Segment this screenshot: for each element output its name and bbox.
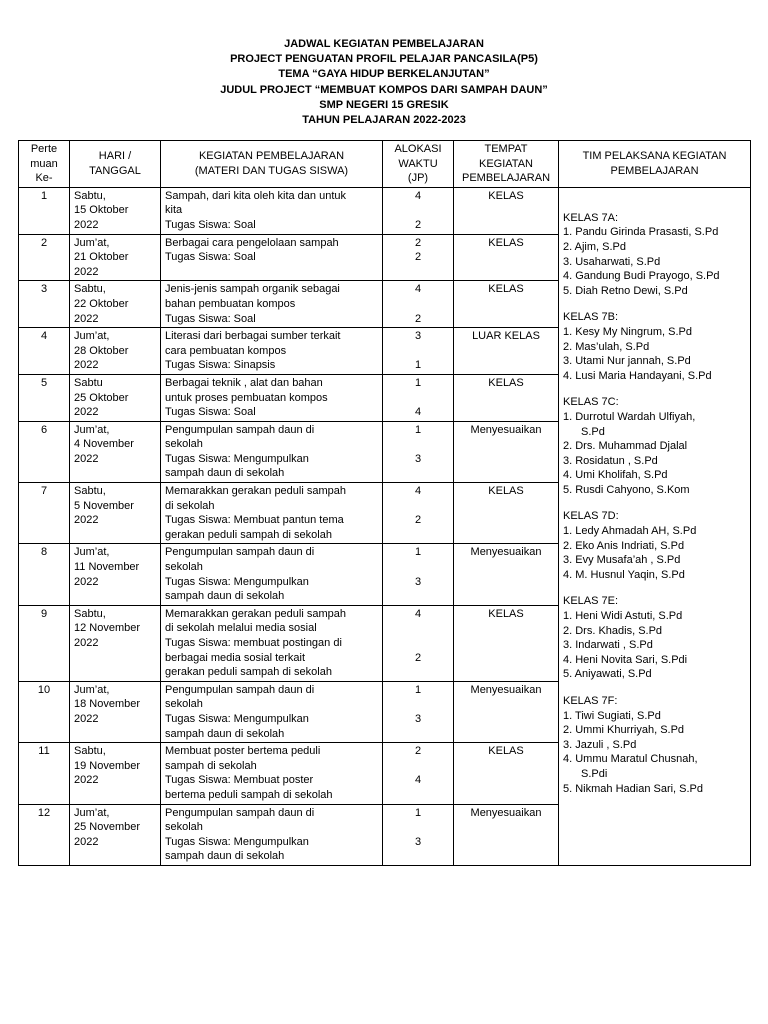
team-member-name: 1. Ledy Ahmadah AH, S.Pd [563, 525, 697, 538]
team-member [563, 269, 746, 284]
jp-line [387, 697, 449, 712]
team-member-name: 1. Durrotul Wardah Ulfiyah, [563, 410, 696, 423]
date-line: Sabtu, [74, 607, 106, 620]
place-cell: LUAR KELAS [454, 328, 559, 375]
team-member-name: 2. Ajim, S.Pd [563, 240, 626, 253]
date-line: 2022 [74, 452, 99, 465]
col-header-tanggal [70, 141, 161, 188]
date-line: 2022 [74, 514, 99, 527]
team-member-name: 3. Usaharwati, S.Pd [563, 255, 661, 268]
activity-line: kita [165, 204, 183, 217]
activity-line: bertema peduli sampah di sekolah [165, 788, 333, 801]
activity-cell [161, 421, 383, 482]
activity-cell [161, 804, 383, 865]
activity-line: Membuat poster bertema peduli [165, 745, 321, 758]
team-member-name: 4. Ummu Maratul Chusnah, [563, 753, 698, 766]
date-line: Sabtu, [74, 283, 106, 296]
date-line: Sabtu, [74, 485, 106, 498]
jp-line: 2 [414, 251, 422, 264]
jp-line: 3 [414, 452, 422, 465]
jp-line [387, 499, 449, 514]
team-member-name: 3. Evy Musafa’ah , S.Pd [563, 554, 681, 567]
jp-line [387, 849, 449, 864]
date-line: Sabtu, [74, 189, 106, 202]
col-header-line: PEMBELAJARAN [610, 164, 699, 177]
meeting-number: 7 [19, 483, 70, 544]
jp-line [387, 636, 449, 651]
team-member [563, 284, 746, 299]
place-cell: Menyesuaikan [454, 681, 559, 742]
col-header-line: muan [30, 157, 58, 170]
col-header-line: KEGIATAN [479, 157, 533, 170]
place-cell: KELAS [454, 743, 559, 804]
meeting-number: 4 [19, 328, 70, 375]
team-member [563, 240, 746, 255]
meeting-number: 3 [19, 281, 70, 328]
jp-line [387, 621, 449, 636]
jp-allocation-cell [383, 681, 454, 742]
date-line: 21 Oktober [74, 251, 129, 264]
jp-line: 4 [414, 774, 422, 787]
team-member [563, 483, 746, 498]
activity-line: Tugas Siswa: Mengumpulkan [165, 452, 309, 465]
jp-line: 2 [414, 651, 422, 664]
jp-line [387, 759, 449, 774]
activity-line: Tugas Siswa: Mengumpulkan [165, 835, 309, 848]
jp-line: 1 [414, 683, 422, 696]
date-line: 12 November [74, 622, 141, 635]
team-group [563, 395, 746, 497]
activity-line: sekolah [165, 561, 203, 574]
team-member-name: 3. Jazuli , S.Pd [563, 738, 637, 751]
jp-line [387, 727, 449, 742]
jp-line: 1 [414, 359, 422, 372]
activity-line: Pengumpulan sampah daun di [165, 806, 315, 819]
team-group [563, 310, 746, 383]
jp-line: 1 [414, 546, 422, 559]
team-member [563, 539, 746, 554]
team-class-title: KELAS 7B: [563, 311, 619, 324]
jp-line: 2 [414, 745, 422, 758]
place-cell: Menyesuaikan [454, 804, 559, 865]
team-member-name: 2. Drs. Muhammad Djalal [563, 440, 688, 453]
title-line: JADWAL KEGIATAN PEMBELAJARAN [284, 38, 484, 50]
activity-line: Tugas Siswa: Soal [165, 218, 256, 231]
date-line: Jum’at, [74, 806, 110, 819]
activity-line: bahan pembuatan kompos [165, 297, 296, 310]
date-line: Jum’at, [74, 330, 110, 343]
team-member [563, 340, 746, 355]
team-member-name: 4. Heni Novita Sari, S.Pdi [563, 653, 688, 666]
day-date-cell [70, 681, 161, 742]
table-row [19, 187, 751, 234]
col-header-line: Ke- [35, 172, 53, 185]
date-line: Jum’at, [74, 236, 110, 249]
team-member [563, 454, 746, 469]
team-member [563, 524, 746, 539]
jp-line: 1 [414, 376, 422, 389]
meeting-number: 9 [19, 605, 70, 681]
day-date-cell [70, 374, 161, 421]
schedule-table [18, 140, 751, 866]
jp-line: 4 [414, 406, 422, 419]
team-group [563, 594, 746, 682]
col-header-line: ALOKASI [394, 143, 442, 155]
jp-allocation-cell [383, 804, 454, 865]
jp-allocation-cell [383, 421, 454, 482]
team-class-title: KELAS 7D: [563, 510, 619, 523]
activity-line: Berbagai teknik , alat dan bahan [165, 376, 323, 389]
meeting-number: 12 [19, 804, 70, 865]
activity-line: Tugas Siswa: Sinapsis [165, 359, 276, 372]
activity-line: sampah daun di sekolah [165, 850, 285, 863]
team-member-name: 5. Aniyawati, S.Pd [563, 668, 652, 681]
activity-line: Memarakkan gerakan peduli sampah [165, 607, 346, 620]
team-member-name: 4. Gandung Budi Prayogo, S.Pd [563, 270, 720, 283]
jp-line [387, 788, 449, 803]
team-class-title: KELAS 7A: [563, 211, 619, 224]
team-member-name: 4. Lusi Maria Handayani, S.Pd [563, 369, 712, 382]
team-member [563, 723, 746, 738]
activity-cell [161, 281, 383, 328]
team-group [563, 509, 746, 582]
col-header-line: (MATERI DAN TUGAS SISWA) [194, 164, 349, 177]
title-line: SMP NEGERI 15 GRESIK [319, 98, 449, 111]
team-group [563, 694, 746, 796]
day-date-cell [70, 743, 161, 804]
team-member-name: 2. Mas’ulah, S.Pd [563, 340, 650, 353]
date-line: Jum’at, [74, 546, 110, 559]
team-member-name: 5. Nikmah Hadian Sari, S.Pd [563, 782, 704, 795]
activity-line: sampah daun di sekolah [165, 467, 285, 480]
team-member [563, 369, 746, 384]
jp-allocation-cell [383, 605, 454, 681]
jp-allocation-cell [383, 483, 454, 544]
place-cell: KELAS [454, 483, 559, 544]
team-class-title: KELAS 7F: [563, 695, 618, 707]
jp-allocation-cell [383, 328, 454, 375]
team-member [563, 738, 746, 753]
activity-cell [161, 605, 383, 681]
team-member-name: 2. Ummi Khurriyah, S.Pd [563, 724, 685, 737]
team-member-name: 2. Eko Anis Indriati, S.Pd [563, 539, 685, 552]
title-line: JUDUL PROJECT “MEMBUAT KOMPOS DARI SAMPAH DAUN” [220, 83, 548, 96]
date-line: 25 Oktober [74, 391, 129, 404]
team-member-name: 5. Diah Retno Dewi, S.Pd [563, 284, 688, 297]
jp-allocation-cell [383, 743, 454, 804]
team-class-title: KELAS 7E: [563, 595, 619, 608]
team-member [563, 553, 746, 568]
col-header-line: KEGIATAN PEMBELAJARAN [198, 150, 345, 163]
activity-line: Tugas Siswa: Membuat pantun tema [165, 514, 344, 527]
team-member-name: 4. Umi Kholifah, S.Pd [563, 469, 668, 482]
jp-line: 2 [414, 218, 422, 231]
date-line: 4 November [74, 438, 134, 451]
team-member [563, 225, 746, 240]
jp-line [387, 391, 449, 406]
meeting-number: 11 [19, 743, 70, 804]
day-date-cell [70, 605, 161, 681]
date-line: 19 November [74, 759, 141, 772]
date-line: 25 November [74, 821, 141, 834]
jp-allocation-cell [383, 234, 454, 281]
day-date-cell [70, 187, 161, 234]
activity-line: Sampah, dari kita oleh kita dan untuk [165, 189, 347, 202]
meeting-number: 2 [19, 234, 70, 281]
jp-line [387, 665, 449, 680]
activity-line: untuk proses pembuatan kompos [165, 391, 328, 404]
team-member [563, 439, 746, 454]
team-member-name: 3. Indarwati , S.Pd [563, 639, 653, 652]
col-header-kegiatan [161, 141, 383, 188]
jp-line: 1 [414, 423, 422, 436]
team-member [563, 609, 746, 624]
team-member-name: 1. Tiwi Sugiati, S.Pd [563, 709, 661, 722]
date-line: 22 Oktober [74, 297, 129, 310]
table-header-row [19, 141, 751, 188]
activity-line: Jenis-jenis sampah organik sebagai [165, 283, 340, 296]
activity-line: gerakan peduli sampah di sekolah [165, 528, 332, 541]
activity-line: Tugas Siswa: Membuat poster [165, 774, 314, 787]
jp-line: 2 [414, 236, 422, 249]
col-header-line: TANGGAL [89, 164, 141, 177]
date-line: 2022 [74, 406, 99, 419]
jp-allocation-cell [383, 187, 454, 234]
place-cell: Menyesuaikan [454, 544, 559, 605]
activity-cell [161, 234, 383, 281]
team-member [563, 354, 746, 369]
activity-line: Tugas Siswa: Mengumpulkan [165, 712, 309, 725]
team-member-name: 3. Rosidatun , S.Pd [563, 454, 658, 467]
jp-line [387, 560, 449, 575]
meeting-number: 10 [19, 681, 70, 742]
date-line: 2022 [74, 265, 99, 278]
activity-cell [161, 743, 383, 804]
jp-line [387, 466, 449, 481]
date-line: 11 November [74, 561, 140, 574]
table-body [19, 187, 751, 865]
activity-line: cara pembuatan kompos [165, 344, 287, 357]
team-member [563, 782, 746, 797]
document-title-block [0, 37, 768, 128]
meeting-number: 8 [19, 544, 70, 605]
date-line: 2022 [74, 712, 99, 725]
team-member [563, 653, 746, 668]
jp-line: 4 [414, 189, 422, 202]
activity-line: di sekolah melalui media sosial [165, 622, 317, 635]
activity-cell [161, 681, 383, 742]
team-member-name: 1. Kesy My Ningrum, S.Pd [563, 325, 692, 338]
col-header-tim [559, 141, 751, 188]
activity-line: gerakan peduli sampah di sekolah [165, 666, 332, 679]
date-line: 2022 [74, 575, 99, 588]
col-header-line: Perte [30, 143, 58, 155]
day-date-cell [70, 544, 161, 605]
col-header-line: HARI / [98, 150, 132, 163]
team-member [563, 752, 746, 781]
jp-line: 4 [414, 485, 422, 498]
date-line: Jum’at, [74, 683, 110, 696]
jp-line: 3 [414, 835, 422, 848]
date-line: 2022 [74, 218, 99, 231]
date-line: 2022 [74, 774, 99, 787]
day-date-cell [70, 234, 161, 281]
jp-line [387, 589, 449, 604]
date-line: 2022 [74, 637, 99, 649]
title-line: TEMA “GAYA HIDUP BERKELANJUTAN” [278, 68, 490, 81]
day-date-cell [70, 281, 161, 328]
date-line: 2022 [74, 835, 99, 848]
title-line: TAHUN PELAJARAN 2022-2023 [302, 114, 466, 127]
team-member [563, 325, 746, 340]
activity-line: sampah di sekolah [165, 759, 257, 772]
activity-line: Tugas Siswa: Soal [165, 251, 256, 264]
date-line: 28 Oktober [74, 344, 129, 357]
activity-line: Pengumpulan sampah daun di [165, 546, 315, 559]
date-line: 2022 [74, 359, 99, 372]
activity-line: berbagai media sosial terkait [165, 651, 306, 664]
activity-line: Tugas Siswa: Soal [165, 406, 256, 419]
team-member-name: S.Pdi [581, 767, 608, 780]
jp-line: 4 [414, 607, 422, 620]
activity-cell [161, 328, 383, 375]
team-class-title: KELAS 7C: [563, 396, 619, 409]
date-line: 5 November [74, 499, 134, 512]
team-list [563, 189, 746, 796]
day-date-cell [70, 483, 161, 544]
col-header-line: TIM PELAKSANA KEGIATAN [582, 150, 727, 163]
date-line: Jum’at, [74, 423, 110, 436]
jp-line [387, 437, 449, 452]
team-member-name: 1. Heni Widi Astuti, S.Pd [563, 610, 683, 623]
jp-line [387, 528, 449, 543]
jp-line: 3 [414, 575, 422, 588]
jp-line [387, 297, 449, 312]
jp-line: 3 [414, 330, 422, 343]
jp-line [387, 344, 449, 359]
day-date-cell [70, 804, 161, 865]
activity-line: Tugas Siswa: membuat postingan di [165, 637, 342, 649]
activity-line: Pengumpulan sampah daun di [165, 683, 315, 696]
date-line: Sabtu [74, 376, 103, 389]
place-cell: KELAS [454, 605, 559, 681]
jp-line: 4 [414, 283, 422, 296]
team-member-name: 5. Rusdi Cahyono, S.Kom [563, 483, 690, 496]
place-cell: KELAS [454, 281, 559, 328]
col-header-pertemuan [19, 141, 70, 188]
col-header-line: (JP) [407, 172, 429, 185]
activity-cell [161, 187, 383, 234]
team-member [563, 410, 746, 439]
team-member [563, 638, 746, 653]
team-group [563, 211, 746, 299]
activity-line: sampah daun di sekolah [165, 590, 285, 603]
team-member-name: 3. Utami Nur jannah, S.Pd [563, 355, 691, 368]
jp-line: 2 [414, 514, 422, 527]
jp-line [387, 265, 449, 280]
meeting-number: 1 [19, 187, 70, 234]
team-member [563, 709, 746, 724]
date-line: 15 Oktober [74, 204, 129, 217]
col-header-tempat [454, 141, 559, 188]
meeting-number: 6 [19, 421, 70, 482]
day-date-cell [70, 421, 161, 482]
col-header-line: WAKTU [398, 157, 438, 170]
activity-line [165, 265, 378, 280]
team-member [563, 568, 746, 583]
date-line: 18 November [74, 698, 141, 711]
place-cell: KELAS [454, 374, 559, 421]
activity-line: Berbagai cara pengelolaan sampah [165, 236, 339, 249]
meeting-number: 5 [19, 374, 70, 421]
date-line: 2022 [74, 312, 99, 325]
jp-line [387, 203, 449, 218]
col-header-line: PEMBELAJARAN [461, 172, 551, 185]
date-line: Sabtu, [74, 745, 106, 758]
team-member-name: 1. Pandu Girinda Prasasti, S.Pd [563, 226, 719, 239]
jp-line [387, 820, 449, 835]
team-member [563, 255, 746, 270]
activity-cell [161, 483, 383, 544]
team-member [563, 667, 746, 682]
team-cell [559, 187, 751, 865]
day-date-cell [70, 328, 161, 375]
activity-line: sekolah [165, 698, 203, 711]
activity-cell [161, 544, 383, 605]
team-member [563, 624, 746, 639]
activity-line: Tugas Siswa: Soal [165, 312, 256, 325]
jp-allocation-cell [383, 281, 454, 328]
team-member-name: 2. Drs. Khadis, S.Pd [563, 624, 663, 637]
activity-line: sekolah [165, 438, 203, 451]
jp-line: 2 [414, 312, 422, 325]
team-member-name: 4. M. Husnul Yaqin, S.Pd [563, 568, 685, 581]
place-cell: KELAS [454, 187, 559, 234]
activity-line: Pengumpulan sampah daun di [165, 423, 315, 436]
place-cell: KELAS [454, 234, 559, 281]
activity-line: sekolah [165, 821, 203, 834]
activity-line: Tugas Siswa: Mengumpulkan [165, 575, 309, 588]
activity-cell [161, 374, 383, 421]
activity-line: di sekolah [165, 499, 215, 512]
col-header-line: TEMPAT [484, 143, 528, 155]
jp-line: 3 [414, 712, 422, 725]
jp-line: 1 [414, 806, 422, 819]
place-cell: Menyesuaikan [454, 421, 559, 482]
jp-allocation-cell [383, 544, 454, 605]
activity-line: Memarakkan gerakan peduli sampah [165, 485, 346, 498]
activity-line: sampah daun di sekolah [165, 727, 285, 740]
activity-line: Literasi dari berbagai sumber terkait [165, 330, 341, 343]
title-line: PROJECT PENGUATAN PROFIL PELAJAR PANCASILA(P5) [230, 53, 538, 66]
col-header-alokasi [383, 141, 454, 188]
jp-allocation-cell [383, 374, 454, 421]
team-member-name: S.Pd [581, 425, 605, 438]
team-member [563, 468, 746, 483]
